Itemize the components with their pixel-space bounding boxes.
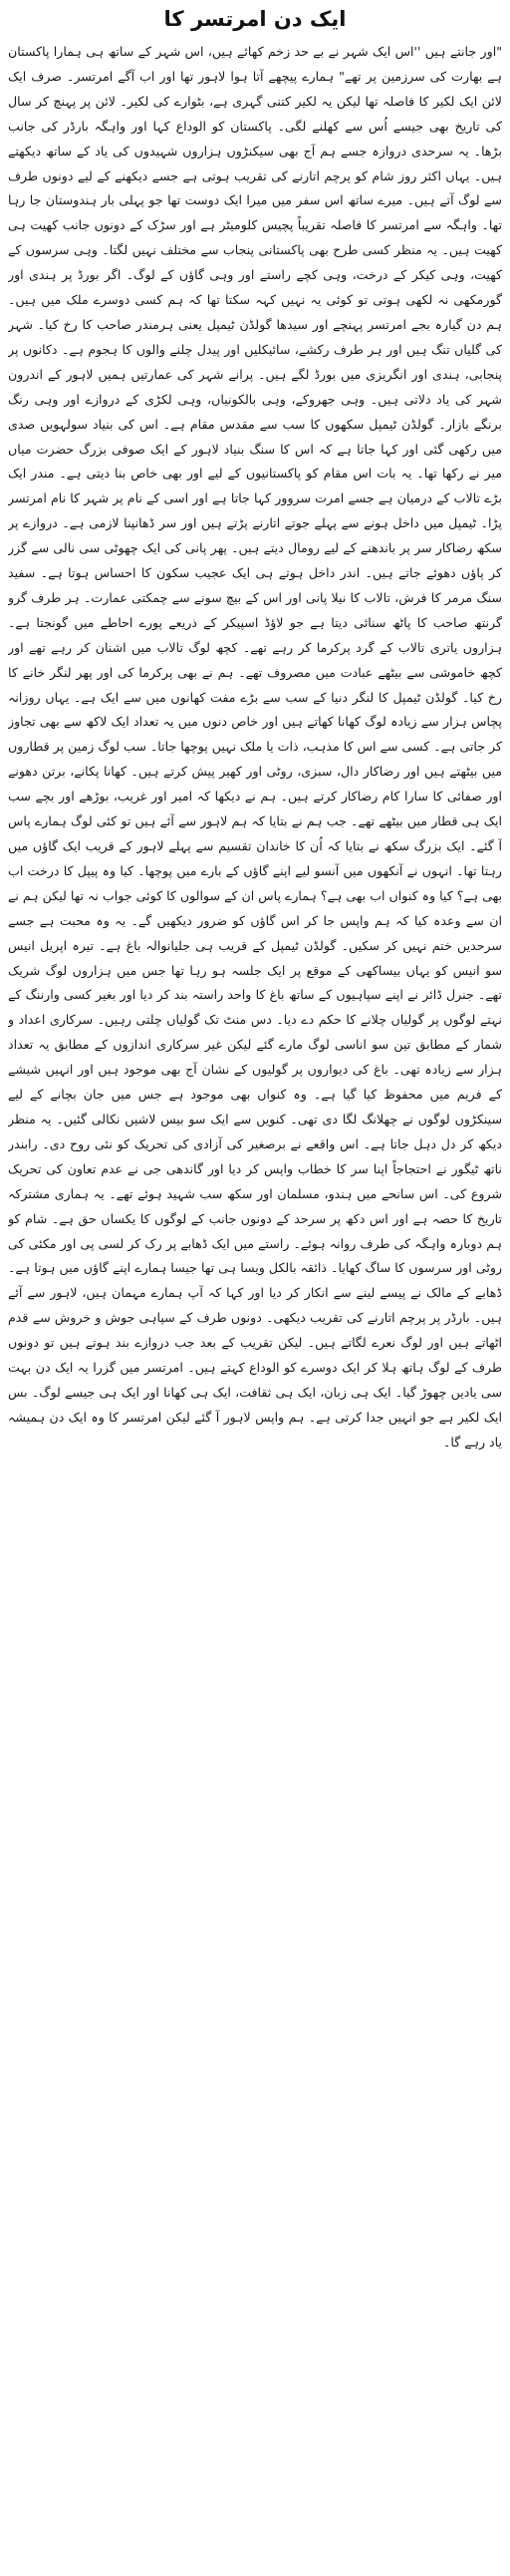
article-title: ایک دن امرتسر کا (163, 7, 347, 31)
article-body: "اور جانتے ہیں ''اس ایک شہر نے بے حد زخم کھائے ہیں، اس شہر کے ساتھ ہی ہمارا پاکستان ہے بھارت کی سرزمین پر تھے" ہمارے پیچھے آتا ہوا لاہور تھا اور اب آگے امرتسر۔ صرف ایک لائن ایک لکیر کا فاصلہ تھا لیکن یہ لکیر کتنی گہری ہے، بٹوارے کی لکیر۔ لائن پر پہنچ کر سال کی تاریخ بھی جیسے اُس سے کھلنے لگی۔ پاکستان کو الوداع کہا اور واہگہ بارڈر کی جانب بڑھا۔ یہ سرحدی دروازہ جسے ہم آج بھی سیکنڑوں ہزاروں شہیدوں کی یاد کے ساتھ دیکھتے ہیں۔ یہاں اکثر روز شام کو پرچم اتارنے کی تقریب ہوتی ہے جسے دیکھنے کے لیے دونوں طرف سے لوگ آتے ہیں۔ میرے ساتھ اس سفر میں میرا ایک دوست تھا جو پہلی بار ہندوستان جا رہا تھا۔ واہگہ سے امرتسر کا فاصلہ تقریباً پچیس کلومیٹر ہے اور سڑک کے دونوں جانب کھیت ہی کھیت ہیں۔ یہ منظر کسی طرح بھی پاکستانی پنجاب سے مختلف نہیں لگتا۔ وہی سرسوں کے کھیت، وہی کیکر کے درخت، وہی کچے راستے اور وہی گاؤں کے لوگ۔ اگر بورڈ پر ہندی اور گورمکھی نہ لکھی ہوتی تو کوئی یہ نہیں کہہ سکتا تھا کہ ہم کسی دوسرے ملک میں ہیں۔ ہم دن گیارہ بجے امرتسر پہنچے اور سیدھا گولڈن ٹیمپل یعنی ہرمندر صاحب کا رخ کیا۔ شہر کی گلیاں تنگ ہیں اور ہر طرف رکشے، سائیکلیں اور پیدل چلنے والوں کا ہجوم ہے۔ دکانوں پر پنجابی، ہندی اور انگریزی میں بورڈ لگے ہیں۔ پرانے شہر کی عمارتیں ہمیں لاہور کے اندرون شہر کی یاد دلاتی ہیں۔ وہی جھروکے، وہی بالکونیاں، وہی لکڑی کے دروازے اور وہی رنگ برنگے بازار۔ گولڈن ٹیمپل سکھوں کا سب سے مقدس مقام ہے۔ اس کی بنیاد سولہویں صدی میں رکھی گئی اور کہا جاتا ہے کہ اس کا سنگ بنیاد لاہور کے ایک صوفی بزرگ حضرت میاں میر نے رکھا تھا۔ یہ بات اس مقام کو پاکستانیوں کے لیے اور بھی خاص بنا دیتی ہے۔ مندر ایک بڑے تالاب کے درمیان ہے جسے امرت سروور کہا جاتا ہے اور اسی کے نام پر شہر کا نام امرتسر پڑا۔ ٹیمپل میں داخل ہونے سے پہلے جوتے اتارنے پڑتے ہیں اور سر ڈھانپنا لازمی ہے۔ دروازے پر سکھ رضاکار سر پر باندھنے کے لیے رومال دیتے ہیں۔ پھر پانی کی ایک چھوٹی سی نالی سے گزر کر پاؤں دھوئے جاتے ہیں۔ اندر داخل ہوتے ہی ایک عجیب سکون کا احساس ہوتا ہے۔ سفید سنگ مرمر کا فرش، تالاب کا نیلا پانی اور اس کے بیچ سونے سے چمکتی عمارت۔ ہر طرف گرو گرنتھ صاحب کا پاٹھ سنائی دیتا ہے جو لاؤڈ اسپیکر کے ذریعے پورے احاطے میں گونجتا ہے۔ ہزاروں یاتری تالاب کے گرد پرکرما کر رہے تھے۔ کچھ لوگ تالاب میں اشنان کر رہے تھے اور کچھ خاموشی سے بیٹھے عبادت میں مصروف تھے۔ ہم نے بھی پرکرما کی اور پھر لنگر خانے کا رخ کیا۔ گولڈن ٹیمپل کا لنگر دنیا کے سب سے بڑے مفت کھانوں میں سے ایک ہے۔ یہاں روزانہ پچاس ہزار سے زیادہ لوگ کھانا کھاتے ہیں اور خاص دنوں میں یہ تعداد ایک لاکھ سے بھی تجاوز کر جاتی ہے۔ کسی سے اس کا مذہب، ذات یا ملک نہیں پوچھا جاتا۔ سب لوگ زمین پر قطاروں میں بیٹھتے ہیں اور رضاکار دال، سبزی، روٹی اور کھیر پیش کرتے ہیں۔ کھانا پکانے، برتن دھونے اور صفائی کا سارا کام رضاکار کرتے ہیں۔ ہم نے دیکھا کہ امیر اور غریب، بوڑھے اور بچے سب ایک ہی قطار میں بیٹھے تھے۔ جب ہم نے بتایا کہ ہم لاہور سے آئے ہیں تو کئی لوگ ہمارے پاس آ گئے۔ ایک بزرگ سکھ نے بتایا کہ اُن کا خاندان تقسیم سے پہلے لاہور کے قریب ایک گاؤں میں رہتا تھا۔ انہوں نے آنکھوں میں آنسو لیے اپنے گاؤں کے بارے میں پوچھا۔ کیا وہ پیپل کا درخت اب بھی ہے؟ کیا وہ کنواں اب بھی ہے؟ ہمارے پاس ان کے سوالوں کا کوئی جواب نہ تھا لیکن ہم نے ان سے وعدہ کیا کہ ہم واپس جا کر اس گاؤں کو ضرور دیکھیں گے۔ یہ وہ محبت ہے جسے سرحدیں ختم نہیں کر سکیں۔ گولڈن ٹیمپل کے قریب ہی جلیانوالہ باغ ہے۔ تیرہ اپریل انیس سو انیس کو یہاں بیساکھی کے موقع پر ایک جلسہ ہو رہا تھا جس میں ہزاروں لوگ شریک تھے۔ جنرل ڈائر نے اپنے سپاہیوں کے ساتھ باغ کا واحد راستہ بند کر دیا اور بغیر کسی وارننگ کے نہتے لوگوں پر گولیاں چلانے کا حکم دے دیا۔ دس منٹ تک گولیاں چلتی رہیں۔ سرکاری اعداد و شمار کے مطابق تین سو اناسی لوگ مارے گئے لیکن غیر سرکاری اندازوں کے مطابق یہ تعداد ہزار سے زیادہ تھی۔ باغ کی دیواروں پر گولیوں کے نشان آج بھی موجود ہیں اور انہیں شیشے کے فریم میں محفوظ کیا گیا ہے۔ وہ کنواں بھی موجود ہے جس میں جان بچانے کے لیے سینکڑوں لوگوں نے چھلانگ لگا دی تھی۔ کنویں سے ایک سو بیس لاشیں نکالی گئیں۔ یہ منظر دیکھ کر دل دہل جاتا ہے۔ اس واقعے نے برصغیر کی آزادی کی تحریک کو نئی روح دی۔ رابندر ناتھ ٹیگور نے احتجاجاً اپنا سر کا خطاب واپس کر دیا اور گاندھی جی نے عدم تعاون کی تحریک شروع کی۔ اس سانحے میں ہندو، مسلمان اور سکھ سب شہید ہوئے تھے۔ یہ ہماری مشترکہ تاریخ کا حصہ ہے اور اس دکھ پر سرحد کے دونوں جانب کے لوگوں کا یکساں حق ہے۔ شام کو ہم دوبارہ واہگہ کی طرف روانہ ہوئے۔ راستے میں ایک ڈھابے پر رک کر لسی پی اور مکئی کی روٹی اور سرسوں کا ساگ کھایا۔ ذائقہ بالکل ویسا ہی تھا جیسا ہمارے اپنے گاؤں میں ہوتا ہے۔ ڈھابے کے مالک نے پیسے لینے سے انکار کر دیا اور کہا کہ آپ ہمارے مہمان ہیں، لاہور سے آئے ہیں۔ بارڈر پر پرچم اتارنے کی تقریب دیکھی۔ دونوں طرف کے سپاہی جوش و خروش سے قدم اٹھاتے ہیں اور لوگ نعرے لگاتے ہیں۔ لیکن تقریب کے بعد جب دروازے بند ہوتے ہیں تو دونوں طرف کے لوگ ہاتھ ہلا کر ایک دوسرے کو الوداع کہتے ہیں۔ امرتسر میں گزرا یہ ایک دن بہت سی یادیں چھوڑ گیا۔ ایک ہی زبان، ایک ہی ثقافت، ایک ہی کھانا اور ایک ہی جیسے لوگ۔ بس ایک لکیر ہے جو انہیں جدا کرتی ہے۔ ہم واپس لاہور آ گئے لیکن امرتسر کا وہ ایک دن ہمیشہ یاد رہے گا۔ (8, 44, 502, 1449)
